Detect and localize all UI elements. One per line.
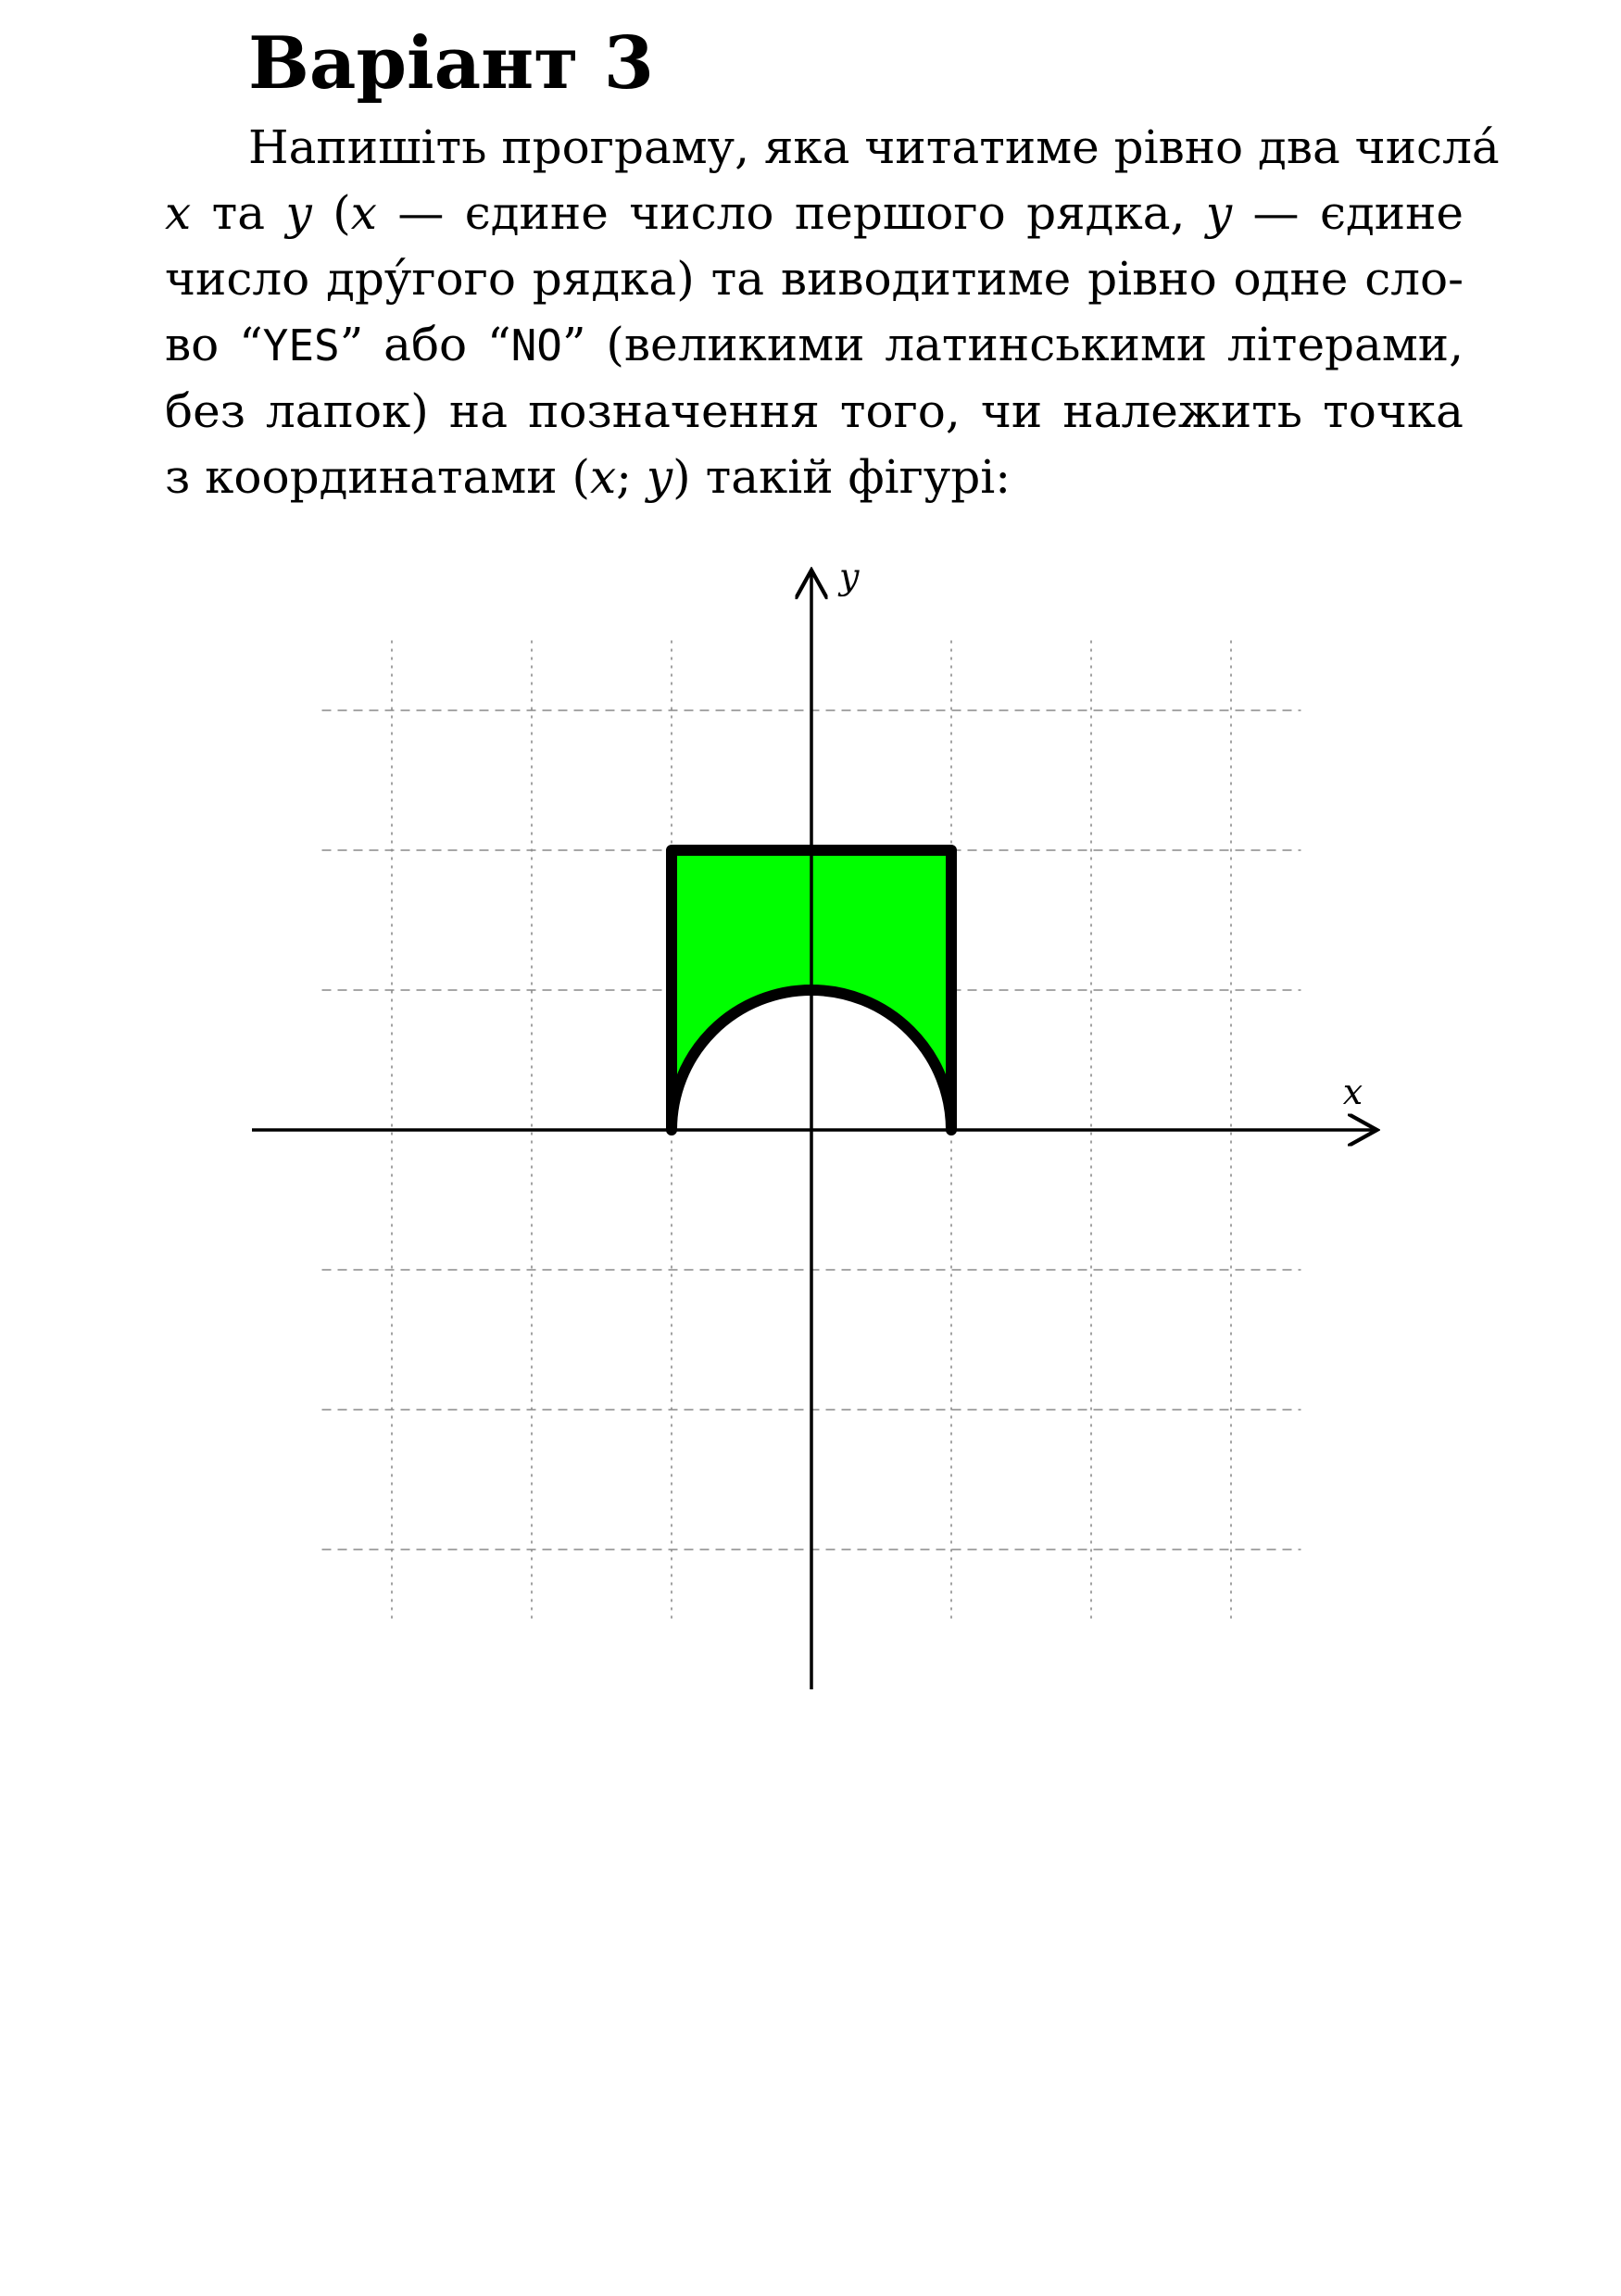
- statement-text: з координатами (: [165, 450, 590, 504]
- page-title: Варіант 3: [248, 21, 655, 106]
- statement-text: — єдине: [1232, 186, 1464, 240]
- math-var-y: y: [1205, 186, 1233, 240]
- x-axis-label: x: [1342, 1072, 1363, 1112]
- yes-keyword: YES: [262, 320, 340, 370]
- statement-text: ;: [616, 450, 647, 504]
- statement-text: ” (великими латинськими літерами,: [561, 318, 1464, 371]
- statement-text: во “: [165, 318, 263, 371]
- statement-text: ) такій фігурі:: [672, 450, 1012, 504]
- math-var-y: y: [646, 450, 673, 504]
- statement-text: — єдине число першого рядка,: [376, 186, 1206, 240]
- no-keyword: NO: [510, 320, 562, 370]
- axes: [252, 557, 1374, 1689]
- statement-line-5: без лапок) на позначення того, чи належить точка: [165, 384, 1464, 438]
- math-var-x: x: [589, 450, 617, 504]
- statement-text: (: [311, 186, 351, 240]
- math-var-y: y: [285, 186, 312, 240]
- statement-text: та: [191, 186, 286, 240]
- statement-line-1: Напишіть програму, яка читатиме рівно два числа́: [248, 120, 1500, 174]
- math-var-x: x: [165, 186, 192, 240]
- statement-text: ” або “: [339, 318, 511, 371]
- math-var-x: x: [350, 186, 377, 240]
- statement-line-3: число дру́гого рядка) та виводитиме рівно одне сло-: [165, 252, 1464, 306]
- y-axis-label: y: [839, 556, 860, 597]
